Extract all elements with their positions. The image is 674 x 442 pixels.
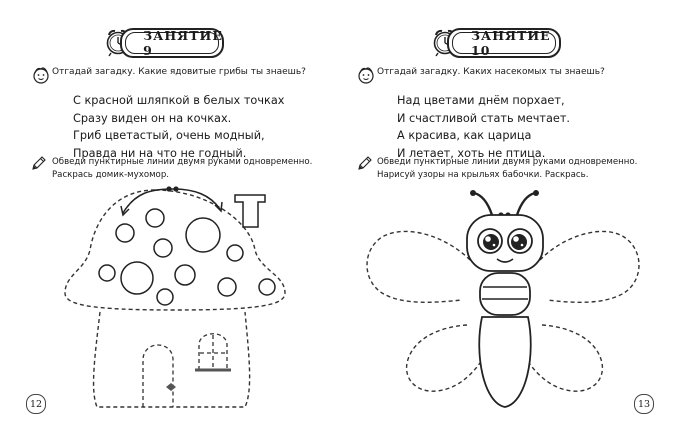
riddle-question: Отгадай загадку. Какие ядовитые грибы ты знаешь?	[52, 67, 306, 77]
lesson-banner	[447, 28, 561, 58]
child-face-icon	[32, 65, 50, 85]
page-number: 12	[26, 394, 46, 414]
instruction-line: Обведи пунктирные линии двумя руками одновременно.	[52, 157, 313, 167]
poem-line: А красива, как царица	[397, 129, 532, 142]
instruction-line: Раскрась домик-мухомор.	[52, 169, 170, 180]
poem-line: Гриб цветастый, очень модный,	[73, 129, 265, 142]
pencil-icon	[357, 155, 373, 171]
right-lower-wing	[527, 325, 602, 391]
instruction-line: Нарисуй узоры на крыльях бабочки. Раскрась.	[377, 169, 589, 180]
left-antenna	[474, 193, 492, 215]
poem-line: Правда ни на что не годный.	[73, 146, 247, 160]
poem-line: Над цветами днём порхает,	[397, 94, 565, 107]
right-upper-wing	[540, 231, 639, 302]
mushroom-house-drawing	[55, 175, 295, 420]
door-outline	[143, 345, 173, 407]
page-number: 13	[634, 394, 654, 414]
poem-line: И счастливой стать мечтает.	[397, 111, 571, 125]
riddle-poem	[397, 92, 570, 162]
door-knob	[166, 383, 176, 391]
lesson-banner	[120, 28, 224, 58]
butterfly-drawing	[352, 175, 652, 415]
lesson-title: ЗАНЯТИЕ 10	[471, 28, 551, 58]
house-outline	[94, 312, 250, 407]
start-dot	[166, 186, 171, 191]
right-page	[337, 0, 674, 442]
poem-line: И летает, хоть не птица.	[397, 146, 546, 160]
butterfly-body	[479, 317, 530, 407]
left-lower-wing	[407, 325, 482, 391]
poem-line: Сразу виден он на кочках.	[73, 111, 232, 125]
pencil-icon	[31, 155, 47, 171]
right-antenna	[517, 193, 535, 215]
lesson-title: ЗАНЯТИЕ 9	[143, 28, 223, 58]
left-upper-wing	[367, 231, 470, 302]
instruction-line: Обведи пунктирные линии двумя руками одновременно.	[377, 157, 638, 167]
riddle-question: Отгадай загадку. Каких насекомых ты знаешь?	[377, 67, 605, 77]
poem-line: С красной шляпкой в белых точках	[73, 94, 285, 107]
riddle-poem	[73, 92, 284, 162]
start-dot	[173, 186, 178, 191]
butterfly-thorax	[480, 273, 530, 315]
child-face-icon	[357, 65, 375, 85]
